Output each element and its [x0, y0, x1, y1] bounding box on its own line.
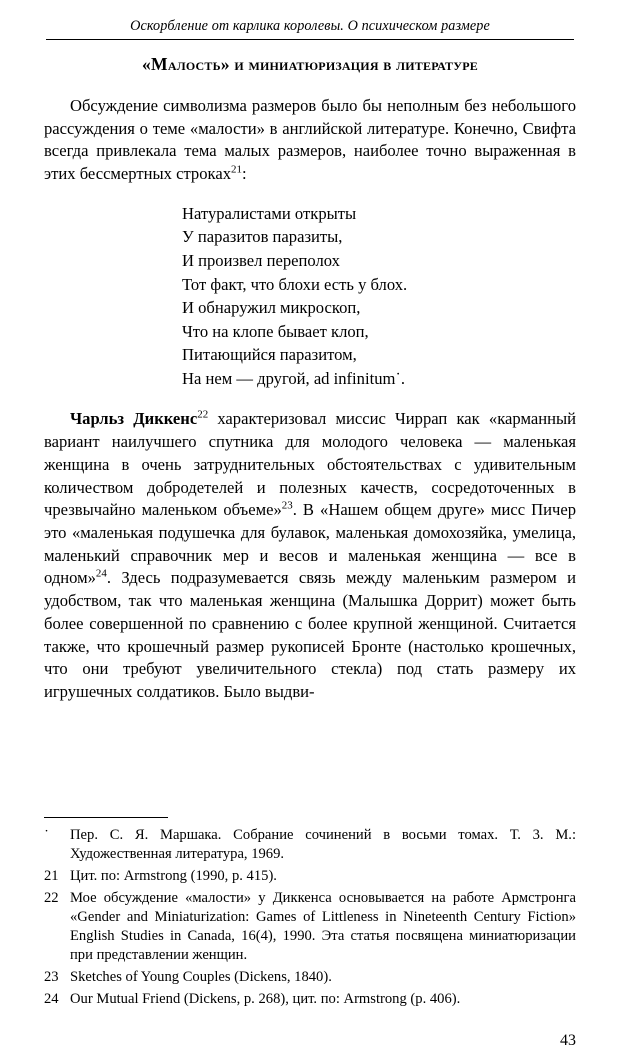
footnote-item	[44, 826, 576, 864]
footnote-text: Пер. С. Я. Маршака. Собрание сочинений в восьми томах. Т. 3. М.: Художественная литература, 1969.	[70, 827, 576, 863]
footnote-item	[44, 889, 576, 965]
footnote-marker: ˙	[44, 828, 49, 845]
verse-line: И произвел переполох	[182, 251, 340, 270]
footnote-divider	[44, 817, 168, 818]
verse-line: Тот факт, что блохи есть у блох.	[182, 274, 408, 294]
footnote-marker: 21	[44, 868, 59, 885]
paragraph-2	[44, 408, 576, 703]
verse-line: Питающийся паразитом,	[182, 345, 357, 365]
footnote-text: Our Mutual Friend (Dickens, p. 268), цит. по: Armstrong (p. 406).	[70, 991, 461, 1008]
footnote-ref-21[interactable]: 21	[231, 163, 242, 176]
verse-line: Что на клопе бывает клоп,	[182, 321, 369, 341]
verse-block	[44, 202, 576, 391]
paragraph-2-bold-lead: Чарльз Диккенс	[70, 409, 198, 429]
footnote-item	[44, 867, 576, 886]
footnote-ref-24[interactable]: 24	[95, 567, 107, 580]
footnote-item	[44, 990, 576, 1009]
page-number: 43	[560, 1032, 576, 1049]
paragraph-1	[44, 95, 576, 186]
footnote-marker: 23	[44, 969, 59, 986]
footnote-text: Цит. по: Armstrong (1990, p. 415).	[70, 868, 277, 885]
verse-line: Натуралистами открыты	[182, 203, 357, 223]
footnote-text: Sketches of Young Couples (Dickens, 1840).	[70, 969, 332, 986]
footnote-ref-23[interactable]: 23	[281, 499, 293, 512]
paragraph-1-text-b: :	[241, 164, 247, 184]
paragraph-2-text-3: . Здесь подразумевается связь между маленьким размером и удобством, так что маленькая женщина (Малышка Доррит) может быть более совершенной по сравнению с более крупной женщиной. Считается также, что крошечный размер рукописей Бронте (настолько крошечных, что они требуют увеличительного стекла) под стать размеру их игрушечных солдатиков. Было выдви-	[44, 568, 576, 701]
header-divider	[46, 39, 574, 40]
running-head: Оскорбление от карлика королевы. О психическом размере	[130, 18, 490, 34]
verse-line: На нем — другой, ad infinitum˙.	[182, 368, 406, 388]
footnote-item	[44, 968, 576, 987]
paragraph-1-text-a: Обсуждение символизма размеров было бы неполным без небольшого рассуждения о теме «малости» в английской литературе. Конечно, Свифта всегда привлекала тема малых размеров, наиболее точно выраженная в этих бессмертных строках	[44, 96, 576, 184]
paragraph-2-text-1: характеризовал миссис Чиррап как «карманный вариант наилучшего спутника для молодого человека — маленькая женщина в очень затруднительных обстоятельствах с удивительным количеством добродетелей и полезных качеств, сосредоточенных в чрезвычайно маленьком объеме»	[44, 409, 576, 520]
footnote-ref-22[interactable]: 22	[197, 408, 209, 421]
paragraph-2-text-2: . В «Нашем общем друге» мисс Пичер это «маленькая подушечка для булавок, маленькая домохозяйка, умелица, маленький справочник мер и весов и маленькая женщина — все в одном»	[44, 500, 576, 588]
section-title: «Малость» и миниатюризация в литературе	[142, 54, 478, 74]
verse-line: И обнаружил микроскоп,	[182, 298, 361, 318]
footnotes-area	[44, 817, 576, 1012]
footnote-marker: 24	[44, 991, 59, 1008]
footnote-marker: 22	[44, 890, 59, 907]
verse-line: У паразитов паразиты,	[182, 227, 343, 247]
footnote-text: Мое обсуждение «малости» у Диккенса основывается на работе Армстронга «Gender and Miniaturization: Games of Littleness in Nineteenth Century Fiction» English Studies in Canada, 16(4), 1990. Эта статья посвящена миниатюризации при представлении женщин.	[70, 890, 576, 964]
